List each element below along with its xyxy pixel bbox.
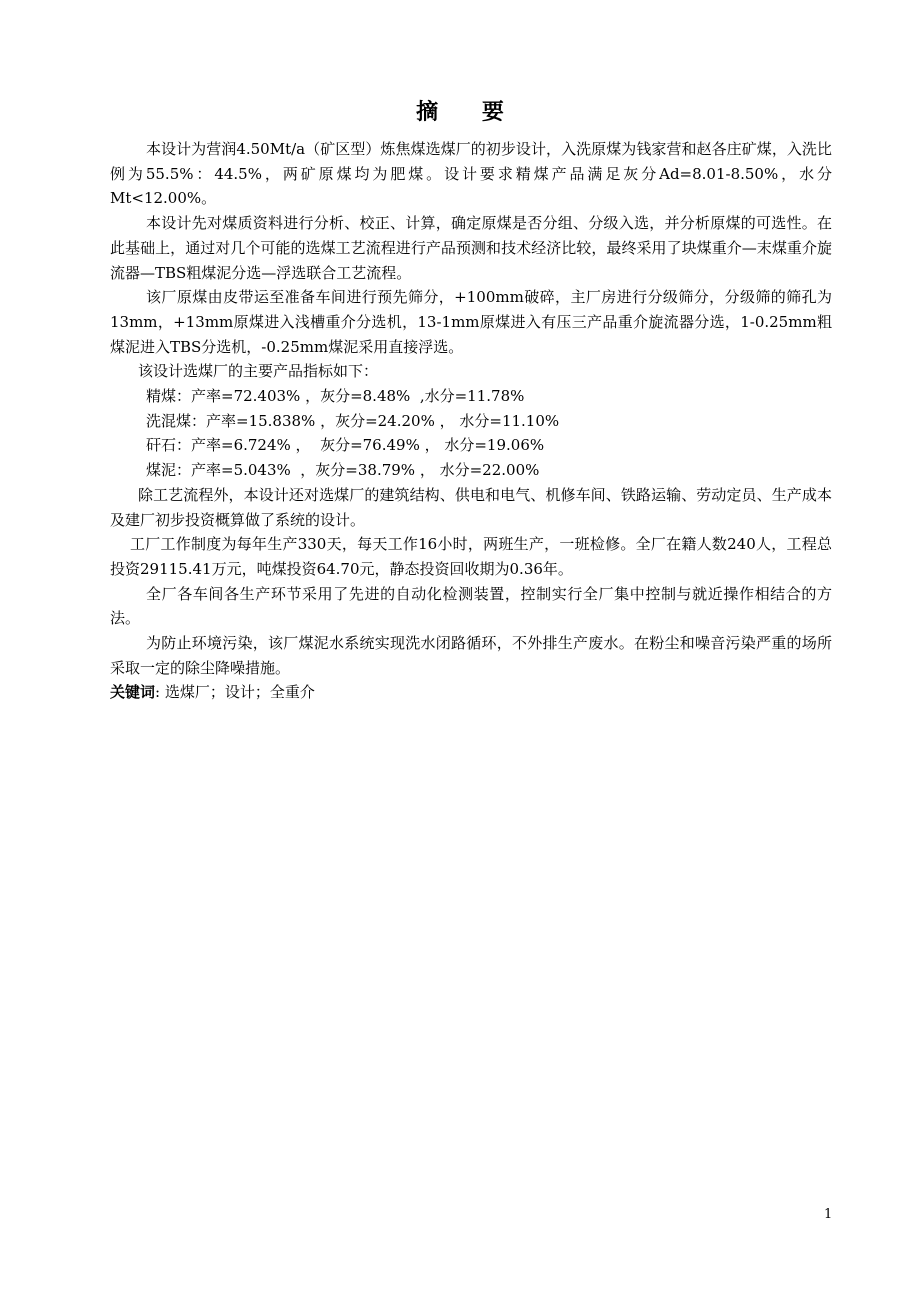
paragraph-process-flow: 该厂原煤由皮带运至准备车间进行预先筛分，+100mm破碎，主厂房进行分级筛分，分级筛的筛孔为13mm，+13mm原煤进入浅槽重介分选机，13-1mm原煤进入有压三产品重介旋流器分选，1-0.25mm粗煤泥进入TBS分选机，-0.25mm煤泥采用直接浮选。 xyxy=(110,288,832,356)
paragraph-other-designs: 除工艺流程外，本设计还对选煤厂的建筑结构、供电和电气、机修车间、铁路运输、劳动定员、生产成本及建厂初步投资概算做了系统的设计。 xyxy=(110,485,832,529)
product-indicator-list xyxy=(110,384,832,483)
product-row-slime: 煤泥：产率=5.043% ，灰分=38.79% ， 水分=22.00% xyxy=(146,461,540,480)
paragraph-automation: 全厂各车间各生产环节采用了先进的自动化检测装置，控制实行全厂集中控制与就近操作相结合的方法。 xyxy=(110,584,832,628)
product-row-gangue: 矸石：产率=6.724% ， 灰分=76.49% ， 水分=19.06% xyxy=(146,436,545,455)
keywords-line xyxy=(110,680,832,705)
keywords-label: 关键词 xyxy=(110,683,156,702)
paragraph-design-overview: 本设计为营润4.50Mt/a（矿区型）炼焦煤选煤厂的初步设计，入洗原煤为钱家营和赵各庄矿煤，入洗比例为55.5%：44.5%，两矿原煤均为肥煤。设计要求精煤产品满足灰分Ad=8.01-8.50%，水分Mt<12.00%。 xyxy=(110,140,832,208)
paragraph-coal-analysis: 本设计先对煤质资料进行分析、校正、计算，确定原煤是否分组、分级入选，并分析原煤的可选性。在此基础上，通过对几个可能的选煤工艺流程进行产品预测和技术经济比较，最终采用了块煤重介—末煤重介旋流器—TBS粗煤泥分选—浮选联合工艺流程。 xyxy=(110,214,832,282)
paragraph-environment: 为防止环境污染，该厂煤泥水系统实现洗水闭路循环，不外排生产废水。在粉尘和噪音污染严重的场所采取一定的除尘降噪措施。 xyxy=(110,634,832,677)
product-row-clean-coal: 精煤：产率=72.403% ，灰分=8.48% ,水分=11.78% xyxy=(146,387,525,406)
keywords-value: : 选煤厂；设计；全重介 xyxy=(155,683,315,702)
product-row-middlings: 洗混煤：产率=15.838% ，灰分=24.20% ， 水分=11.10% xyxy=(146,411,560,430)
abstract-body xyxy=(110,137,832,705)
page-number: 1 xyxy=(824,1207,833,1222)
paragraph-work-schedule: 工厂工作制度为每年生产330天，每天工作16小时，两班生产，一班检修。全厂在籍人数240人，工程总投资29115.41万元，吨煤投资64.70元，静态投资回收期为0.36年。 xyxy=(110,535,832,578)
paragraph-product-intro: 该设计选煤厂的主要产品指标如下： xyxy=(138,362,379,381)
abstract-title: 摘 要 xyxy=(416,100,522,125)
